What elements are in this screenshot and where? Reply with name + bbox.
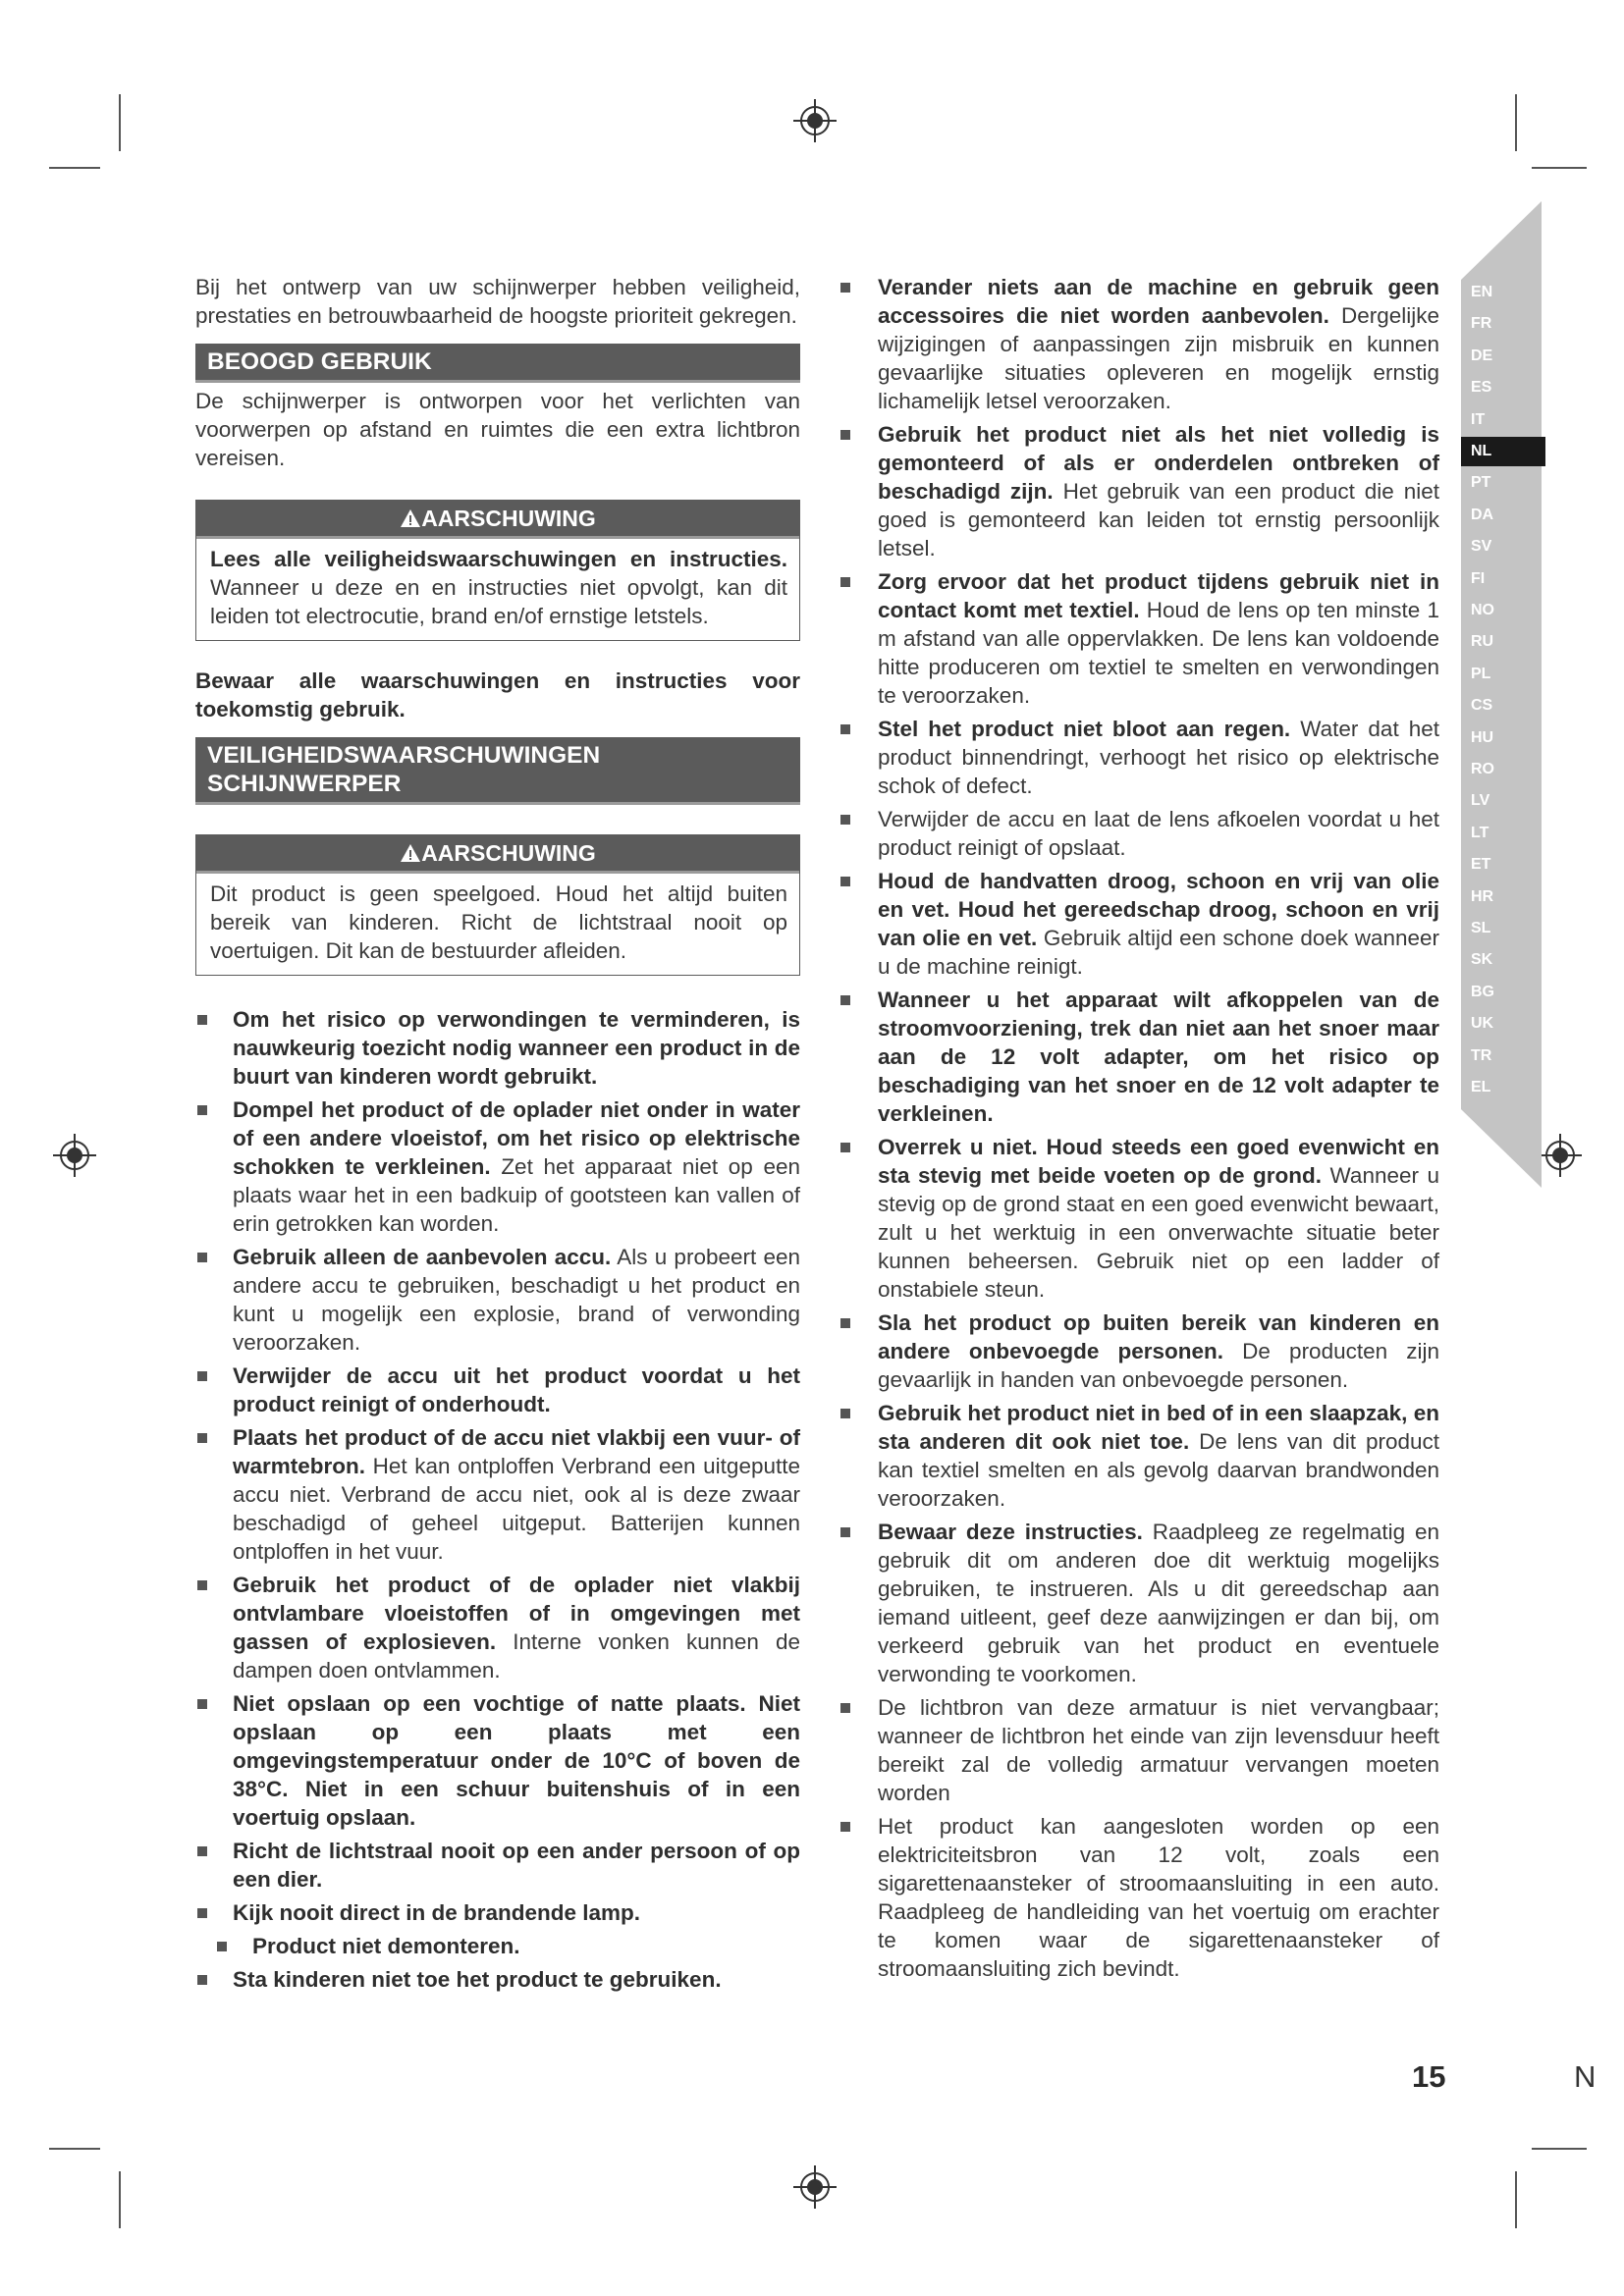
language-tab-lv[interactable]: LV bbox=[1471, 792, 1490, 810]
language-tab-ru[interactable]: RU bbox=[1471, 633, 1494, 651]
language-tab-sl[interactable]: SL bbox=[1471, 920, 1491, 936]
language-tab-et[interactable]: ET bbox=[1471, 856, 1491, 874]
language-tab-no[interactable]: NO bbox=[1471, 602, 1494, 618]
crop-mark bbox=[49, 2148, 100, 2150]
keep-instructions-text: Bewaar alle waarschuwingen en instructies voor toekomstig gebruik. bbox=[195, 668, 800, 721]
list-item bbox=[195, 1095, 800, 1238]
list-item-text: Water dat het product binnendringt, verhoogt het risico op elektrische schok of defect. bbox=[878, 717, 1439, 798]
registration-mark-icon bbox=[793, 99, 837, 142]
list-item-text: Het kan ontploffen Verbrand een uitgeputte accu niet. Verbrand de accu niet, ook al is deze zwaar beschadigd of geheel uitgeput. Batterijen kunnen ontploffen in het vuur. bbox=[233, 1454, 800, 1564]
list-item-bold-text: Gebruik het product niet in bed of in een slaapzak, en sta anderen dit ook niet toe. bbox=[878, 1401, 1439, 1454]
list-item-text: Houd de lens op ten minste 1 m afstand van alle oppervlakken. De lens kan voldoende hitte produceren om textiel te smelten en verwondingen te veroorzaken. bbox=[878, 598, 1439, 708]
list-item bbox=[839, 715, 1439, 800]
registration-mark-icon bbox=[53, 1134, 96, 1177]
crop-mark bbox=[119, 2171, 121, 2228]
list-item-bold-text: Gebruik het product of de oplader niet vlakbij ontvlambare vloeistoffen of in omgevingen met gassen of explosieven. bbox=[233, 1573, 800, 1654]
language-tab-tr[interactable]: TR bbox=[1471, 1046, 1492, 1064]
language-tab-pl[interactable]: PL bbox=[1471, 665, 1491, 682]
beoogd-gebruik-text: De schijnwerper is ontworpen voor het verlichten van voorwerpen op afstand en ruimtes die een extra lichtbron vereisen. bbox=[195, 389, 800, 470]
list-item bbox=[839, 1133, 1439, 1304]
section-heading-beoogd-gebruik: BEOOGD GEBRUIK bbox=[195, 344, 800, 383]
warning-icon bbox=[400, 508, 421, 528]
list-item-text: Raadpleeg ze regelmatig en gebruik dit om anderen doe dit werktuig mogelijks gebruiken, te instrueren. Als u dit gereedschap aan iemand uitleent, geef deze aanwijzingen er dan bij, om verkeerd gebruik van het product en eventuele verwonding te voorkomen. bbox=[878, 1520, 1439, 1686]
right-column bbox=[839, 273, 1439, 1988]
list-item-bold-text: Zorg ervoor dat het product tijdens gebruik niet in contact komt met textiel. bbox=[878, 569, 1439, 622]
language-tab-fr[interactable]: FR bbox=[1471, 315, 1492, 333]
list-item-bold-text: Verwijder de accu uit het product voordat u het product reinigt of onderhoudt. bbox=[233, 1363, 800, 1416]
crop-mark bbox=[1515, 2171, 1517, 2228]
language-tab-en[interactable]: EN bbox=[1471, 284, 1493, 300]
warning-title: AARSCHUWING bbox=[421, 506, 596, 531]
list-item bbox=[839, 420, 1439, 562]
list-item bbox=[839, 1518, 1439, 1688]
warning-text: Wanneer u deze en en instructies niet opvolgt, kan dit leiden tot electrocutie, brand en/of ernstige letstels. bbox=[210, 575, 787, 628]
list-item bbox=[195, 1837, 800, 1894]
list-item bbox=[839, 1308, 1439, 1394]
list-item-bold-text: Dompel het product of de oplader niet onder in water of een andere vloeistof, om het risico op elektrische schokken te verkleinen. bbox=[233, 1097, 800, 1179]
warning-text: Dit product is geen speelgoed. Houd het altijd buiten bereik van kinderen. Richt de lichtstraal nooit op voertuigen. Dit kan de bestuurder afleiden. bbox=[210, 881, 787, 963]
list-item-bold-text: Stel het product niet bloot aan regen. bbox=[878, 717, 1291, 741]
list-item-text: Het gebruik van een product die niet goed is gemonteerd kan leiden tot ernstig persoonlijk letsel. bbox=[878, 479, 1440, 561]
list-item bbox=[195, 1571, 800, 1684]
list-item-text: Zet het apparaat niet op een plaats waar het in een badkuip of gootsteen kan vallen of erin getrokken kan worden. bbox=[233, 1154, 801, 1236]
left-column bbox=[195, 273, 800, 1999]
right-bullet-list bbox=[839, 273, 1439, 1983]
list-item bbox=[839, 1693, 1439, 1807]
warning-body bbox=[196, 874, 799, 975]
list-item bbox=[195, 1898, 800, 1927]
warning-icon bbox=[400, 843, 421, 863]
list-item-bold-text: Gebruik het product niet als het niet volledig is gemonteerd of als er onderdelen ontbreken of beschadigd zijn. bbox=[878, 422, 1439, 504]
section-heading-safety bbox=[195, 737, 800, 805]
language-tab-fi[interactable]: FI bbox=[1471, 569, 1486, 587]
list-item bbox=[839, 986, 1439, 1128]
warning-header bbox=[196, 835, 799, 874]
list-item-text: Verwijder de accu en laat de lens afkoelen voordat u het product reinigt of opslaat. bbox=[878, 807, 1439, 860]
language-tab-bg[interactable]: BG bbox=[1471, 983, 1494, 1000]
list-item bbox=[839, 1812, 1439, 1983]
list-item bbox=[839, 867, 1439, 981]
list-item-text: Wanneer u stevig op de grond staat en een goed evenwicht bewaart, zult u het werktuig in een onverwachte situatie beter kunnen beheersen. Gebruik niet op een ladder of onstabiele steun. bbox=[878, 1163, 1439, 1302]
edge-letter: N bbox=[1574, 2059, 1597, 2094]
list-item bbox=[195, 1965, 800, 1994]
language-tab-el[interactable]: EL bbox=[1471, 1079, 1491, 1095]
list-item bbox=[195, 1689, 800, 1832]
language-tab-sk[interactable]: SK bbox=[1471, 951, 1493, 969]
list-item bbox=[839, 805, 1439, 862]
list-item bbox=[839, 567, 1439, 710]
list-item bbox=[195, 1423, 800, 1566]
list-item-text: Als u probeert een andere accu te gebruiken, beschadigt u het product en kunt u mogelijk een explosie, brand of verwonding veroorzaken. bbox=[233, 1245, 800, 1355]
language-tab-hu[interactable]: HU bbox=[1471, 728, 1494, 746]
list-item-bold-text: Overrek u niet. Houd steeds een goed evenwicht en sta stevig met beide voeten op de grond. bbox=[878, 1135, 1439, 1188]
warning-bold-text: Lees alle veiligheidswaarschuwingen en instructies. bbox=[210, 547, 787, 571]
list-item-bold-text: Sla het product op buiten bereik van kinderen en andere onbevoegde personen. bbox=[878, 1310, 1439, 1363]
registration-mark-icon bbox=[793, 2165, 837, 2209]
warning-box bbox=[195, 834, 800, 976]
warning-header bbox=[196, 501, 799, 539]
list-item-bold-text: Wanneer u het apparaat wilt afkoppelen van de stroomvoorziening, trek dan niet aan het snoer maar aan de 12 volt adapter, om het risico op beschadiging van het snoer en de 12 volt adapter te verkleinen. bbox=[878, 988, 1439, 1126]
crop-mark bbox=[49, 167, 100, 169]
warning-body bbox=[196, 539, 799, 640]
list-item-bold-text: Niet opslaan op een vochtige of natte plaats. Niet opslaan op een plaats met een omgevingstemperatuur onder de 10°C of boven de 38°C. Niet in een schuur buitenshuis of in een voertuig opslaan. bbox=[233, 1691, 800, 1830]
crop-mark bbox=[1515, 94, 1517, 151]
list-item-text: De lichtbron van deze armatuur is niet vervangbaar; wanneer de lichtbron het einde van zijn levensduur heeft bereikt zal de volledig armatuur vervangen moeten worden bbox=[878, 1695, 1439, 1805]
list-item-bold-text: Verander niets aan de machine en gebruik geen accessoires die niet worden aanbevolen. bbox=[878, 275, 1439, 328]
safety-title-line2: SCHIJNWERPER bbox=[207, 771, 402, 797]
intro-paragraph: Bij het ontwerp van uw schijnwerper hebben veiligheid, prestaties en betrouwbaarheid de hoogste prioriteit gekregen. bbox=[195, 275, 800, 328]
list-item bbox=[195, 1243, 800, 1357]
language-tab-da[interactable]: DA bbox=[1471, 506, 1494, 523]
list-item-bold-text: Houd de handvatten droog, schoon en vrij van olie en vet. Houd het gereedschap droog, schoon en vrij van olie en vet. bbox=[878, 869, 1439, 950]
list-item-bold-text: Sta kinderen niet toe het product te gebruiken. bbox=[233, 1967, 722, 1992]
list-item-text: Het product kan aangesloten worden op een elektriciteitsbron van 12 volt, zoals een sigarettenaansteker of stroomaansluiting in een auto. Raadpleeg de handleiding van het voertuig om erachter te komen waar de sigarettenaansteker of stroomaansluiting zich bevindt. bbox=[878, 1814, 1439, 1981]
list-item bbox=[195, 1932, 800, 1960]
language-tab-nl[interactable]: NL bbox=[1461, 437, 1545, 466]
list-item-bold-text: Om het risico op verwondingen te verminderen, is nauwkeurig toezicht nodig wanneer een product in de buurt van kinderen wordt gebruikt. bbox=[233, 1007, 800, 1089]
list-item-text: Interne vonken kunnen de dampen doen ontvlammen. bbox=[233, 1629, 800, 1682]
language-tab-cs[interactable]: CS bbox=[1471, 697, 1493, 715]
list-item bbox=[195, 1005, 800, 1091]
language-tab-it[interactable]: IT bbox=[1471, 410, 1486, 428]
language-tab-uk[interactable]: UK bbox=[1471, 1015, 1494, 1033]
language-tab-sv[interactable]: SV bbox=[1471, 538, 1492, 556]
list-item-bold-text: Product niet demonteren. bbox=[252, 1934, 520, 1958]
list-item-bold-text: Richt de lichtstraal nooit op een ander persoon of op een dier. bbox=[233, 1839, 800, 1892]
list-item-bold-text: Gebruik alleen de aanbevolen accu. bbox=[233, 1245, 612, 1269]
language-tab-lt[interactable]: LT bbox=[1471, 824, 1489, 841]
left-bullet-list bbox=[195, 1005, 800, 1994]
crop-mark bbox=[1532, 2148, 1587, 2150]
crop-mark bbox=[119, 94, 121, 151]
list-item-text: Dergelijke wijzigingen of aanpassingen zijn misbruik en kunnen gevaarlijke situaties opleveren en mogelijk ernstig lichamelijk letsel veroorzaken. bbox=[878, 303, 1440, 413]
language-tab-pt[interactable]: PT bbox=[1471, 474, 1491, 492]
warning-title: AARSCHUWING bbox=[421, 840, 596, 866]
list-item bbox=[839, 273, 1439, 415]
language-tab-hr[interactable]: HR bbox=[1471, 887, 1494, 905]
list-item bbox=[839, 1399, 1439, 1513]
list-item-text: Gebruik altijd een schone doek wanneer u de machine reinigt. bbox=[878, 926, 1440, 979]
language-tab-ro[interactable]: RO bbox=[1471, 761, 1494, 777]
page-number: 15 bbox=[1412, 2059, 1446, 2094]
language-tab-de[interactable]: DE bbox=[1471, 347, 1493, 364]
list-item-bold-text: Bewaar deze instructies. bbox=[878, 1520, 1143, 1544]
list-item bbox=[195, 1362, 800, 1418]
language-tab-es[interactable]: ES bbox=[1471, 379, 1492, 397]
safety-title-line1: VEILIGHEIDSWAARSCHUWINGEN bbox=[207, 742, 601, 769]
warning-box bbox=[195, 500, 800, 641]
list-item-text: De lens van dit product kan textiel smelten en als gevolg daarvan brandwonden veroorzaken. bbox=[878, 1429, 1439, 1511]
crop-mark bbox=[1532, 167, 1587, 169]
list-item-bold-text: Kijk nooit direct in de brandende lamp. bbox=[233, 1900, 641, 1925]
list-item-bold-text: Plaats het product of de accu niet vlakbij een vuur- of warmtebron. bbox=[233, 1425, 800, 1478]
list-item-text: De producten zijn gevaarlijk in handen van onbevoegde personen. bbox=[878, 1339, 1440, 1392]
